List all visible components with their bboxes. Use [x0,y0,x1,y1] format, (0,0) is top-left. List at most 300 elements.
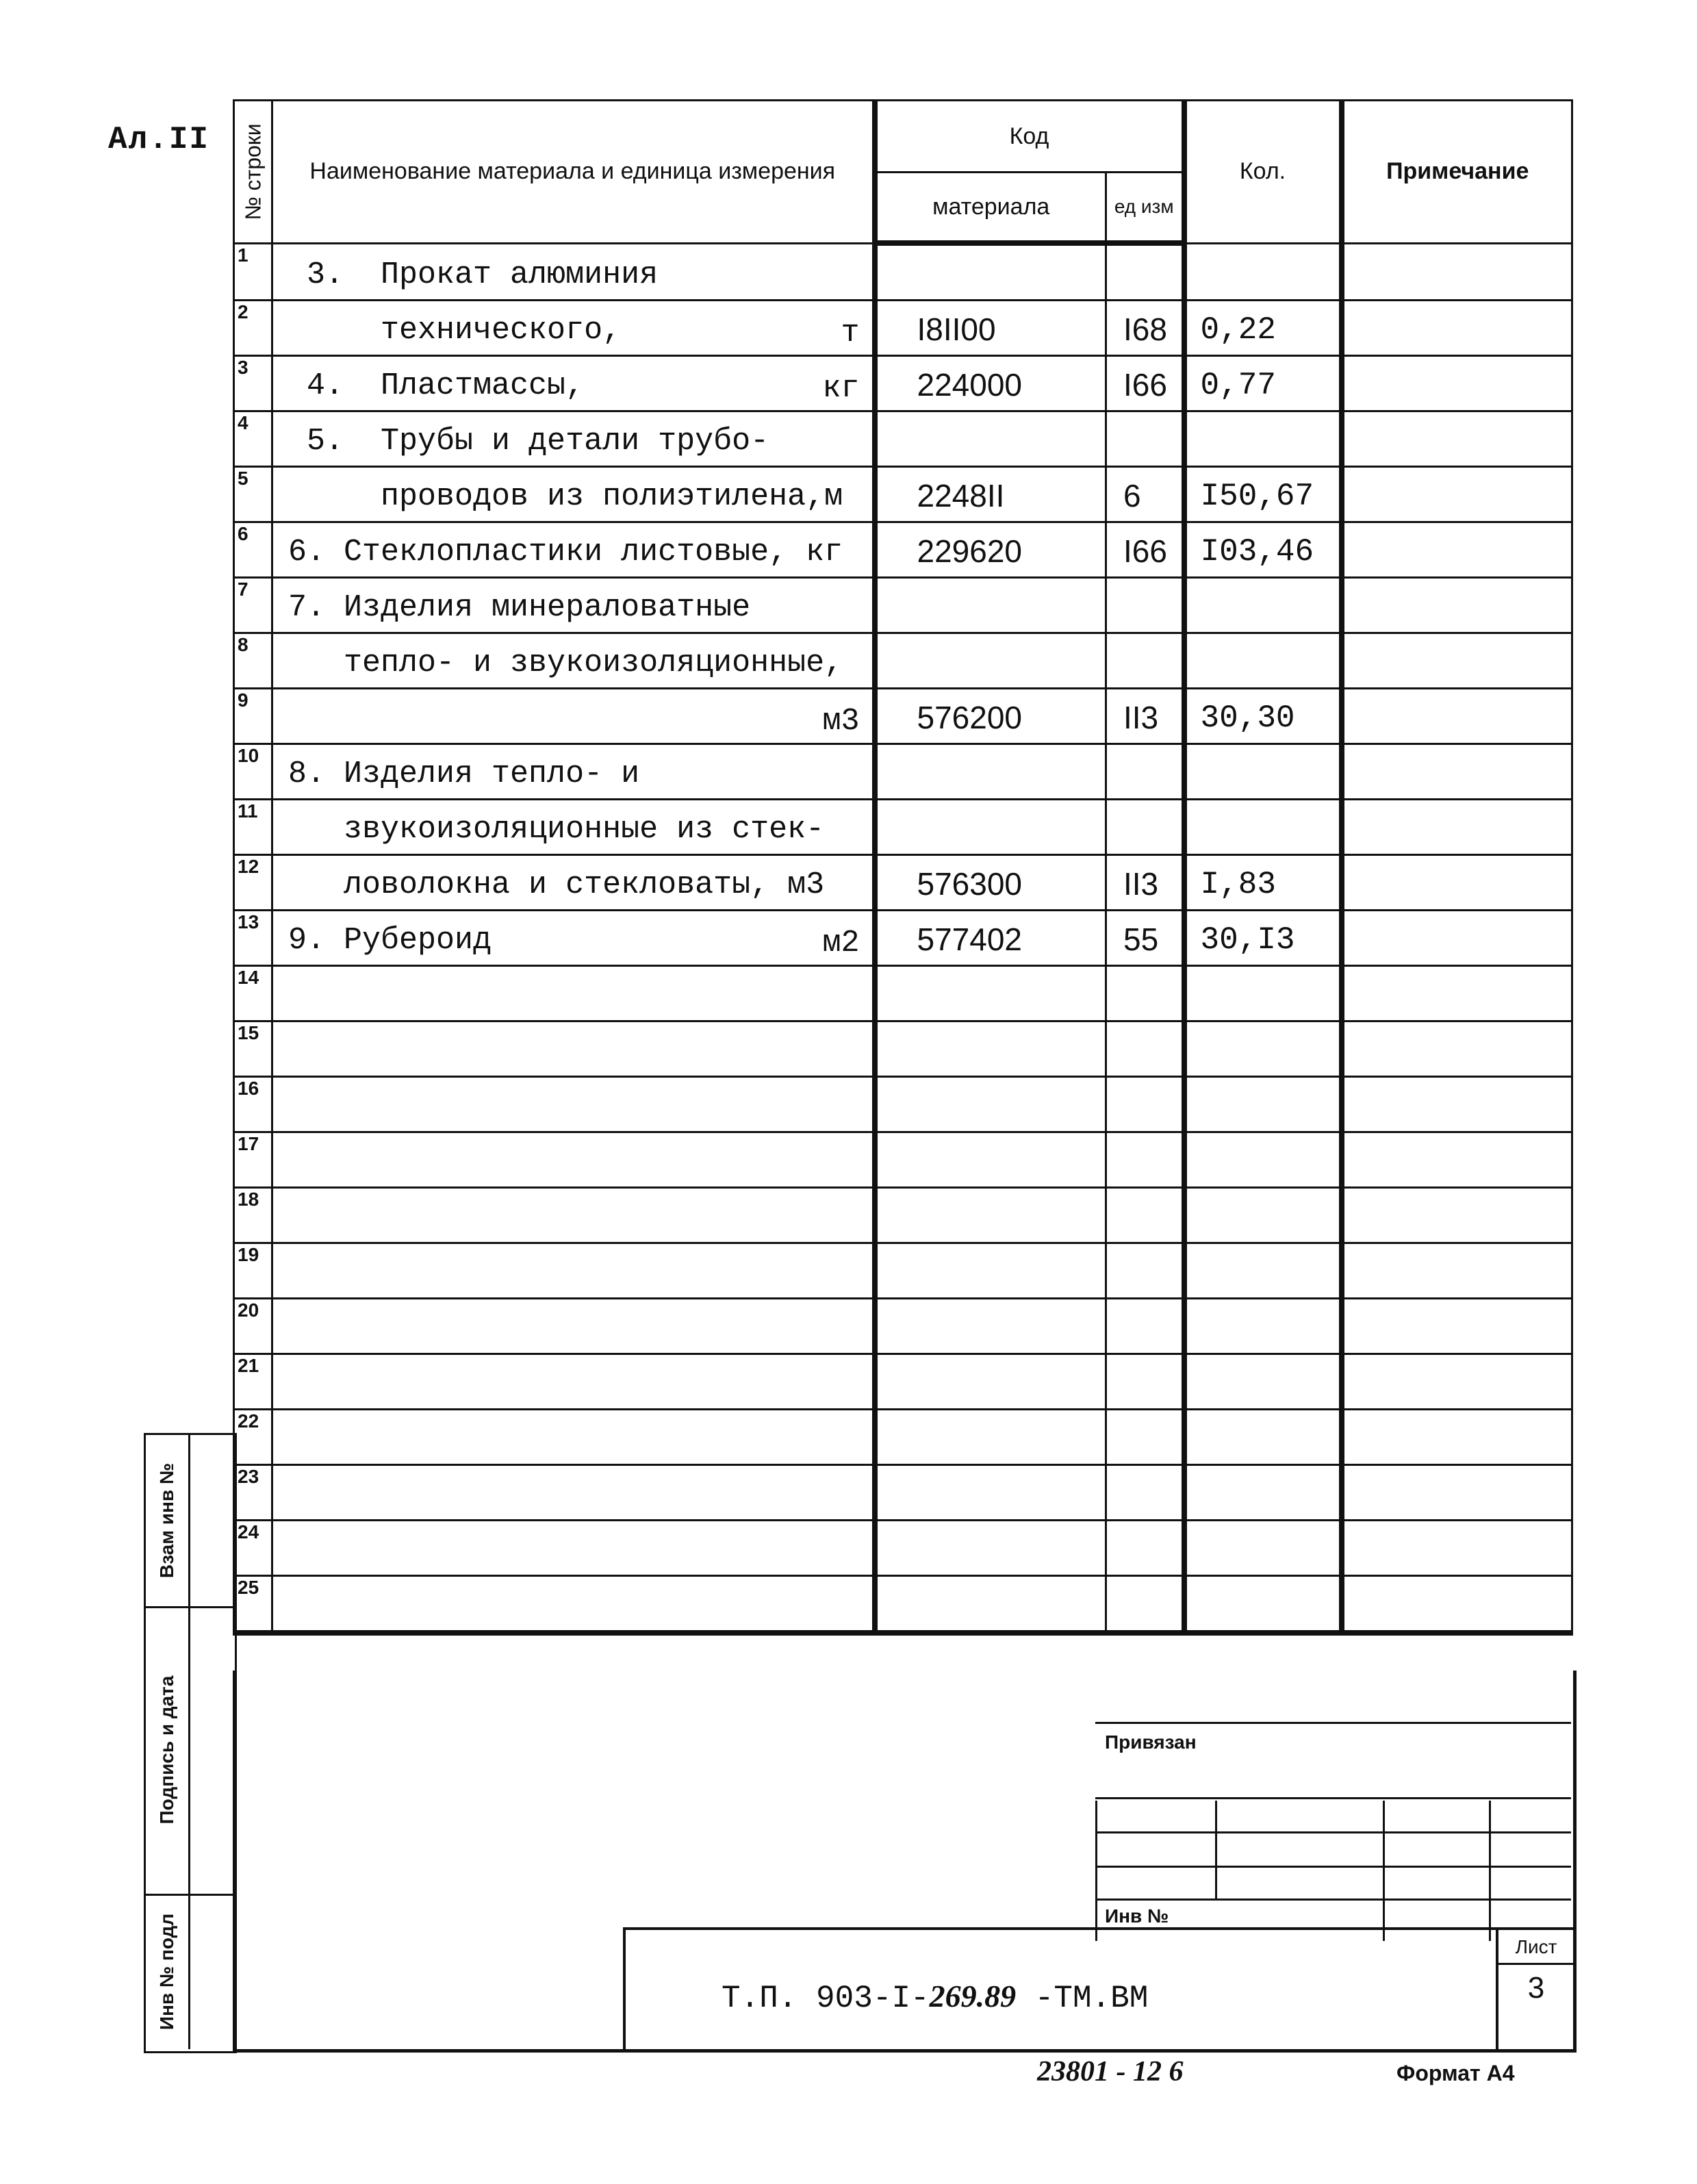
row-number: 1 [238,244,248,266]
material-code [917,1291,1106,1297]
quantity: I03,46 [1200,534,1314,570]
header-name: Наименование материала и единица измерения [272,101,875,244]
note-cell [1342,356,1572,411]
quantity [1201,1457,1339,1464]
row-number: 17 [238,1133,259,1154]
margin-sign-date: Подпись и дата [146,1606,190,1894]
quantity [1201,1291,1339,1297]
material-code [917,1124,1106,1131]
header-code: Код [875,101,1184,173]
header-row-number: № строки [234,101,272,244]
material-code [917,1013,1106,1020]
note-cell [1342,1132,1572,1188]
sheet-number: 3 [1527,1971,1545,2005]
material-code: 576200 [917,700,1022,735]
unit-code-cell [1106,1354,1184,1410]
material-name-cell [272,1021,875,1077]
material-code-cell [875,800,1106,855]
row-number: 5 [238,468,248,489]
material-name-cell [272,966,875,1021]
header-qty: Кол. [1184,101,1342,244]
quantity-cell [1184,1465,1342,1521]
table-row [234,301,1572,356]
unit-code [1123,681,1182,687]
table-row [234,243,1572,301]
material-code: I8II00 [917,312,996,347]
margin-replace-inv: Взам инв № [146,1435,190,1606]
row-number-cell [234,1077,272,1132]
material-name [288,1124,872,1131]
bound-label: Привязан [1105,1731,1197,1753]
quantity-cell [1184,1410,1342,1465]
material-code [917,292,1106,299]
row-number: 18 [238,1189,259,1210]
material-name [288,1512,872,1519]
quantity [1201,1346,1339,1353]
material-name-cell [272,578,875,633]
material-code-cell [875,1021,1106,1077]
material-name-cell [272,356,875,411]
material-name-cell [272,1465,875,1521]
row-number: 23 [238,1466,259,1487]
materials-table [233,99,1573,1636]
quantity-cell [1184,1188,1342,1243]
material-code-cell [875,689,1106,744]
unit-code-cell [1106,1021,1184,1077]
material-code-cell [875,633,1106,689]
row-number: 14 [238,967,259,988]
quantity [1201,1568,1339,1575]
quantity-cell [1184,356,1342,411]
row-number: 7 [238,579,248,600]
unit-code [1123,1291,1182,1297]
unit-code: I66 [1123,367,1167,403]
material-code-cell [875,1521,1106,1576]
table-row [234,356,1572,411]
material-code: 2248II [917,478,1005,513]
unit-code-cell [1106,1077,1184,1132]
material-name-cell [272,1077,875,1132]
quantity: 30,I3 [1200,922,1295,958]
note-cell [1342,1354,1572,1410]
measure-unit: м2 [822,926,860,961]
unit-code [1123,1568,1182,1575]
material-code [917,625,1106,632]
material-name-cell [272,1410,875,1465]
unit-code: 6 [1123,478,1141,513]
material-code [917,459,1106,466]
unit-code: II3 [1123,866,1159,902]
table-row [234,689,1572,744]
order-number: 23801 - 12 6 [1037,2056,1184,2087]
material-name-cell [272,911,875,966]
unit-code-cell [1106,966,1184,1021]
material-code-cell [875,1410,1106,1465]
quantity: 0,77 [1200,368,1276,403]
quantity-cell [1184,1132,1342,1188]
row-number-cell [234,243,272,301]
row-number-cell [234,1354,272,1410]
material-code: 576300 [917,866,1022,902]
table-row [234,1465,1572,1521]
quantity: 0,22 [1200,312,1276,348]
material-name: ловолокна и стекловаты, м3 [288,867,825,902]
quantity-cell [1184,744,1342,800]
row-number: 20 [238,1299,259,1321]
row-number-cell [234,744,272,800]
material-code-cell [875,911,1106,966]
unit-code-cell [1106,411,1184,467]
material-code-cell [875,522,1106,578]
material-name [288,1401,872,1408]
row-number: 8 [238,634,248,655]
material-code: 229620 [917,533,1022,569]
row-number: 12 [238,856,259,877]
table-row [234,633,1572,689]
row-number: 24 [238,1521,259,1542]
note-cell [1342,855,1572,911]
row-number: 11 [238,800,258,822]
document-code: Т.П. 903-I-269.89 -ТМ.ВМ [722,1979,1149,2016]
quantity [1201,292,1339,299]
quantity [1201,1512,1339,1519]
approval-margin [144,1433,237,2053]
material-name: звукоизоляционные из стек- [288,812,825,847]
row-number-cell [234,800,272,855]
unit-code [1123,292,1182,299]
note-cell [1342,578,1572,633]
table-row [234,1299,1572,1354]
row-number: 21 [238,1355,259,1376]
material-code-cell [875,411,1106,467]
quantity: I50,67 [1200,479,1314,514]
material-code-cell [875,467,1106,522]
material-name [288,1069,872,1076]
note-cell [1342,1410,1572,1465]
material-code-cell [875,1077,1106,1132]
note-cell [1342,966,1572,1021]
unit-code-cell [1106,1299,1184,1354]
quantity [1201,1180,1339,1186]
row-number: 2 [238,301,248,322]
table-row [234,1077,1572,1132]
material-name: 5. Трубы и детали трубо- [288,424,769,459]
quantity-cell [1184,522,1342,578]
material-name-cell [272,1132,875,1188]
material-name-cell [272,1576,875,1634]
material-name-cell [272,411,875,467]
note-cell [1342,689,1572,744]
material-code [917,1069,1106,1076]
note-cell [1342,800,1572,855]
row-number: 19 [238,1244,259,1265]
material-name [288,1346,872,1353]
quantity: 30,30 [1200,700,1295,736]
row-number: 9 [238,689,248,711]
row-number-cell [234,911,272,966]
note-cell [1342,1521,1572,1576]
quantity [1201,1013,1339,1020]
unit-code-cell [1106,1188,1184,1243]
unit-code [1123,1457,1182,1464]
unit-code-cell [1106,1576,1184,1634]
unit-code [1123,1069,1182,1076]
material-code-cell [875,855,1106,911]
note-cell [1342,1299,1572,1354]
sheet-label: Ал.II [108,122,210,157]
material-code-cell [875,744,1106,800]
note-cell [1342,301,1572,356]
table-row [234,1354,1572,1410]
row-number-cell [234,1576,272,1634]
row-number: 22 [238,1410,259,1432]
measure-unit: м3 [822,704,860,739]
unit-code: I66 [1123,533,1167,569]
row-number-cell [234,356,272,411]
header-note: Примечание [1342,101,1572,244]
material-code [917,1457,1106,1464]
quantity-cell [1184,1576,1342,1634]
table-row [234,578,1572,633]
row-number-cell [234,633,272,689]
unit-code-cell [1106,301,1184,356]
unit-code [1123,1401,1182,1408]
unit-code [1123,1124,1182,1131]
material-name [288,1623,872,1630]
inv-number-label: Инв № [1105,1905,1169,1927]
unit-code-cell [1106,1521,1184,1576]
table-row [234,1021,1572,1077]
material-name-cell [272,689,875,744]
table-row [234,1576,1572,1634]
material-code: 224000 [917,367,1022,403]
material-name [288,1291,872,1297]
material-name: 8. Изделия тепло- и [288,757,640,791]
row-number-cell [234,1021,272,1077]
quantity [1201,1623,1339,1630]
material-code-cell [875,1243,1106,1299]
unit-code-cell [1106,467,1184,522]
quantity: I,83 [1200,867,1276,902]
material-name-cell [272,243,875,301]
material-code-cell [875,1354,1106,1410]
quantity [1201,791,1339,798]
material-name [288,1457,872,1464]
table-row [234,1243,1572,1299]
row-number-cell [234,301,272,356]
unit-code [1123,791,1182,798]
row-number-cell [234,578,272,633]
material-name: 7. Изделия минераловатные [288,590,751,625]
material-code-cell [875,578,1106,633]
table-row [234,467,1572,522]
quantity-cell [1184,1077,1342,1132]
material-name-cell [272,744,875,800]
unit-code-cell [1106,633,1184,689]
quantity-cell [1184,855,1342,911]
material-name-cell [272,301,875,356]
material-name-cell [272,1188,875,1243]
note-cell [1342,1243,1572,1299]
quantity-cell [1184,411,1342,467]
unit-code-cell [1106,243,1184,301]
header-material-code: материала [875,173,1106,244]
row-number: 25 [238,1577,259,1598]
materials-table-wrap [233,99,1571,1671]
material-name: технического, [288,313,622,348]
material-code-cell [875,301,1106,356]
measure-unit: кг [822,371,860,406]
material-name: 6. Стеклопластики листовые, кг [288,535,843,570]
sheet-number-cell [1496,1930,1574,2049]
table-row [234,1410,1572,1465]
material-code [917,847,1106,854]
material-name [288,1568,872,1575]
row-number-cell [234,1521,272,1576]
sheet-label-text: Лист [1498,1930,1574,1965]
measure-unit: т [841,316,860,351]
table-row [234,1132,1572,1188]
quantity-cell [1184,301,1342,356]
material-name: тепло- и звукоизоляционные, [288,646,843,681]
material-name: 4. Пластмассы, [288,368,585,403]
material-code [917,1623,1106,1630]
material-code [917,1401,1106,1408]
row-number-cell [234,467,272,522]
unit-code-cell [1106,855,1184,911]
note-cell [1342,744,1572,800]
row-number-cell [234,1465,272,1521]
note-cell [1342,411,1572,467]
material-name-cell [272,1299,875,1354]
quantity-cell [1184,1299,1342,1354]
table-row [234,522,1572,578]
quantity [1201,1401,1339,1408]
material-name-cell [272,1521,875,1576]
unit-code-cell [1106,744,1184,800]
title-block [623,1927,1574,2052]
material-code [917,1235,1106,1242]
quantity-cell [1184,1521,1342,1576]
quantity-cell [1184,689,1342,744]
material-name: 3. Прокат алюминия [288,257,659,292]
quantity-cell [1184,243,1342,301]
material-name: 9. Рубероид [288,923,492,958]
unit-code-cell [1106,1465,1184,1521]
unit-code-cell [1106,522,1184,578]
note-cell [1342,467,1572,522]
material-name: проводов из полиэтилена,м [288,479,843,514]
quantity [1201,847,1339,854]
unit-code-cell [1106,356,1184,411]
quantity-cell [1184,911,1342,966]
table-row [234,744,1572,800]
row-number: 15 [238,1022,259,1043]
row-number: 4 [238,412,248,433]
table-row [234,855,1572,911]
material-code-cell [875,243,1106,301]
row-number: 16 [238,1078,259,1099]
material-name-cell [272,1354,875,1410]
material-name-cell [272,467,875,522]
row-number-cell [234,966,272,1021]
unit-code: II3 [1123,700,1159,735]
note-cell [1342,1077,1572,1132]
material-code-cell [875,1299,1106,1354]
bound-block [1095,1722,1571,1941]
materials-rows [234,243,1572,1633]
material-code [917,1346,1106,1353]
row-number-cell [234,1299,272,1354]
material-code-cell [875,1132,1106,1188]
quantity-cell [1184,800,1342,855]
quantity-cell [1184,1243,1342,1299]
table-row [234,966,1572,1021]
material-code-cell [875,1188,1106,1243]
row-number-cell [234,522,272,578]
table-row [234,1188,1572,1243]
note-cell [1342,522,1572,578]
unit-code-cell [1106,1410,1184,1465]
note-cell [1342,633,1572,689]
row-number: 10 [238,745,259,766]
unit-code [1123,1346,1182,1353]
table-row [234,411,1572,467]
unit-code-cell [1106,800,1184,855]
row-number-cell [234,1243,272,1299]
note-cell [1342,1021,1572,1077]
material-code-cell [875,356,1106,411]
table-row [234,1521,1572,1576]
quantity-cell [1184,1354,1342,1410]
row-number: 3 [238,357,248,378]
unit-code [1123,625,1182,632]
table-row [234,911,1572,966]
quantity [1201,459,1339,466]
unit-code [1123,459,1182,466]
material-code-cell [875,1465,1106,1521]
unit-code-cell [1106,1132,1184,1188]
row-number: 13 [238,911,259,932]
note-cell [1342,1188,1572,1243]
material-name-cell [272,1243,875,1299]
unit-code-cell [1106,911,1184,966]
row-number-cell [234,411,272,467]
table-row [234,800,1572,855]
quantity [1201,625,1339,632]
material-name-cell [272,633,875,689]
format-label: Формат А4 [1396,2061,1515,2085]
unit-code [1123,1013,1182,1020]
row-number-cell [234,1410,272,1465]
row-number-cell [234,1188,272,1243]
material-code-cell [875,966,1106,1021]
unit-code [1123,1180,1182,1186]
quantity [1201,681,1339,687]
unit-code [1123,1235,1182,1242]
row-number-cell [234,1132,272,1188]
header-unit-code: ед изм [1106,173,1184,244]
unit-code [1123,847,1182,854]
quantity [1201,1124,1339,1131]
material-code: 577402 [917,922,1022,957]
note-cell [1342,911,1572,966]
material-code [917,1180,1106,1186]
quantity-cell [1184,467,1342,522]
note-cell [1342,1576,1572,1634]
material-code-cell [875,1576,1106,1634]
quantity [1201,1069,1339,1076]
